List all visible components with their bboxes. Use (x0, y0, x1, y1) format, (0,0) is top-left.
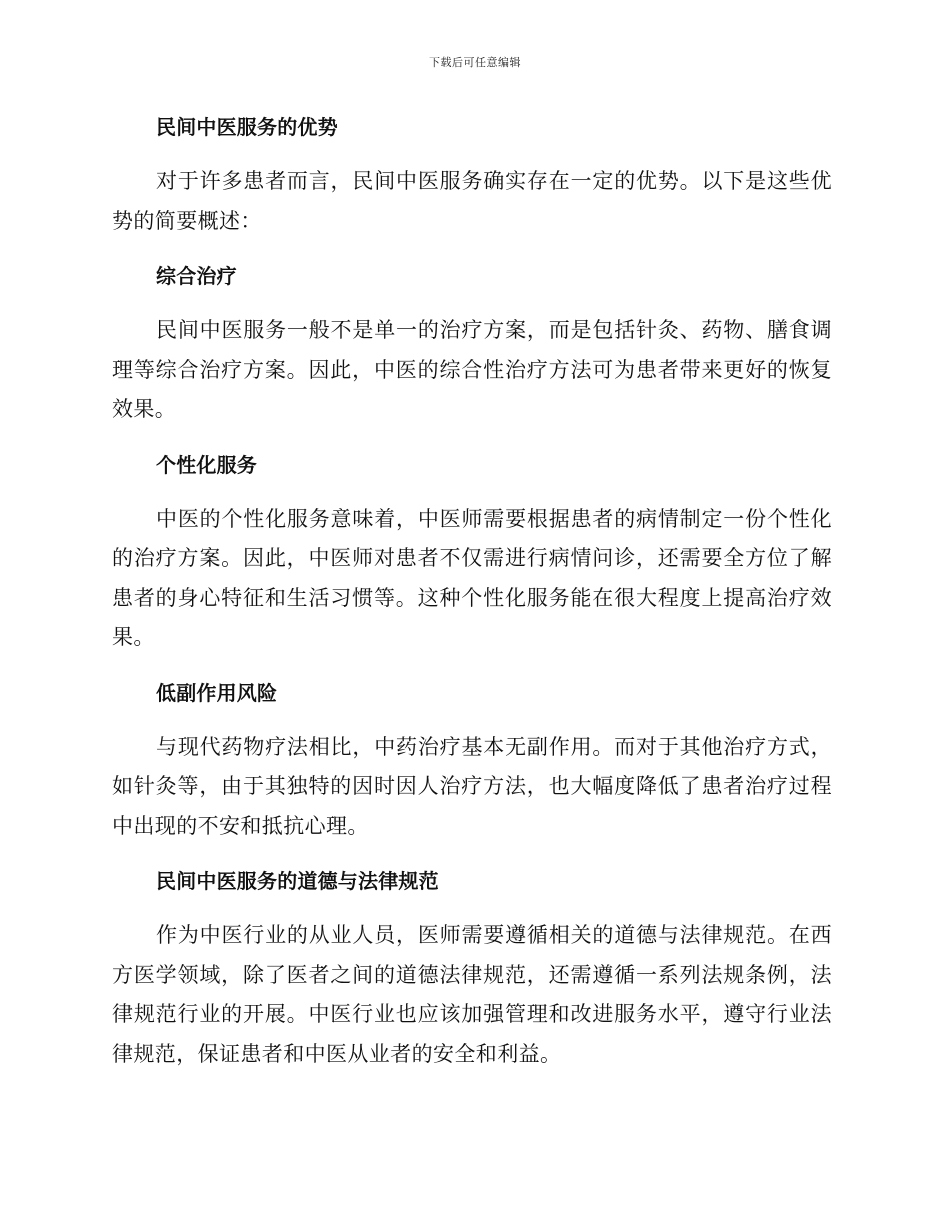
section-heading-advantages: 民间中医服务的优势 (156, 115, 338, 139)
section-paragraph-comprehensive-treatment: 民间中医服务一般不是单一的治疗方案，而是包括针灸、药物、膳食调理等综合治疗方案。因此，中医的综合性治疗方法可为患者带来更好的恢复效果。 (112, 318, 832, 421)
section-heading-personalized-service: 个性化服务 (156, 452, 257, 477)
section-paragraph-ethics-law: 作为中医行业的从业人员，医师需要遵循相关的道德与法律规范。在西方医学领域，除了医者之间的道德法律规范，还需遵循一系列法规条例，法律规范行业的开展。中医行业也应该加强管理和改进服务水平，遵守行业法律规范，保证患者和中医从业者的安全和利益。 (112, 923, 832, 1066)
section-heading-comprehensive-treatment: 综合治疗 (156, 264, 237, 288)
document-body (112, 112, 832, 1074)
section-heading-low-side-effects: 低副作用风险 (156, 680, 278, 705)
section-paragraph-advantages: 对于许多患者而言，民间中医服务确实存在一定的优势。以下是这些优势的简要概述： (112, 169, 832, 233)
section-heading-ethics-law: 民间中医服务的道德与法律规范 (156, 869, 439, 893)
section-paragraph-personalized-service: 中医的个性化服务意味着，中医师需要根据患者的病情制定一份个性化的治疗方案。因此，中医师对患者不仅需进行病情问诊，还需要全方位了解患者的身心特征和生活习惯等。这种个性化服务能在很大程度上提高治疗效果。 (112, 506, 832, 649)
section-paragraph-low-side-effects: 与现代药物疗法相比，中药治疗基本无副作用。而对于其他治疗方式，如针灸等，由于其独特的因时因人治疗方法，也大幅度降低了患者治疗过程中出现的不安和抵抗心理。 (112, 734, 832, 838)
page-header: 下载后可任意编辑 (429, 56, 521, 69)
